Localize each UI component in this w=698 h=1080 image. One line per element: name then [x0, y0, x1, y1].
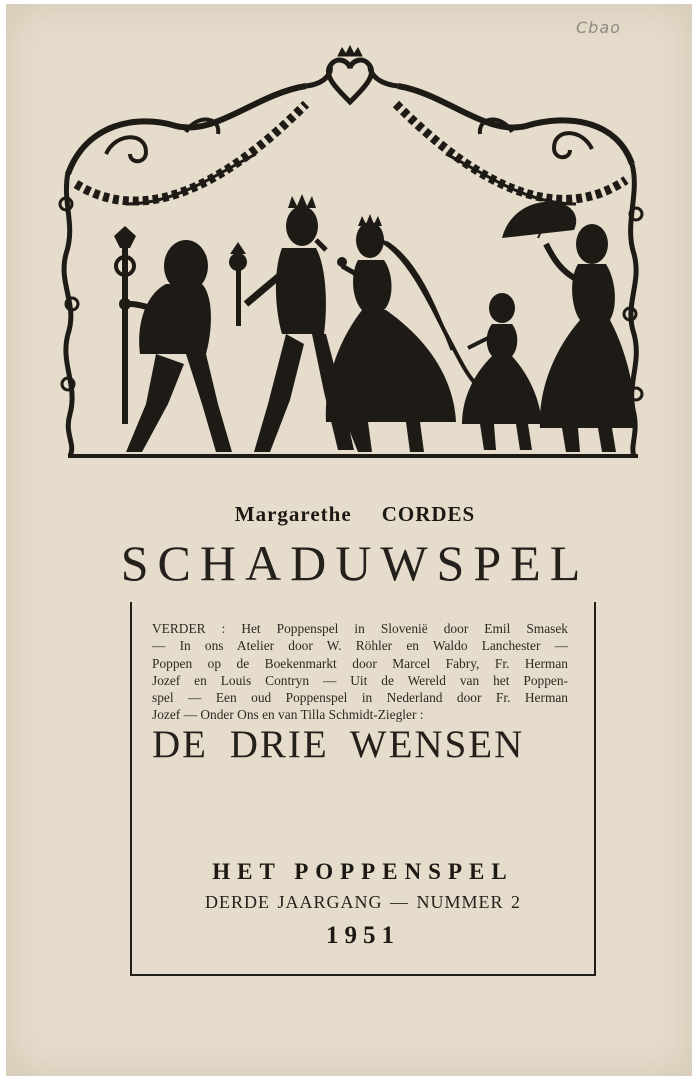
issue-info: DERDE JAARGANG — NUMMER 2: [204, 892, 521, 912]
contents-line: — In ons Atelier door W. Röhler en Waldo Lanchester —: [152, 638, 568, 654]
journal-name: HET POPPENSPEL: [212, 859, 514, 884]
contents-line: Jozef en Louis Contryn — Uit de Wereld van het Poppen-: [152, 672, 568, 688]
contents-line: Jozef — Onder Ons en van Tilla Schmidt-Ziegler :: [152, 707, 424, 723]
pencil-note: Cbao: [576, 18, 621, 37]
publication-year: 1951: [326, 922, 400, 949]
author-first-name: Margarethe: [234, 502, 352, 526]
contents-line: VERDER : Het Poppenspel in Slovenië door Emil Smasek: [152, 621, 568, 636]
shadow-puppet-procession-icon: [6, 4, 692, 474]
cover-page: [6, 4, 692, 1076]
author-last-name: CORDES: [381, 502, 476, 526]
cover-title: SCHADUWSPEL: [120, 535, 590, 591]
author-name: [6, 502, 698, 527]
contents-list: [152, 620, 568, 724]
contents-line: spel — Een oud Poppenspel in Nederland door Fr. Herman: [152, 690, 568, 706]
contents-line: Poppen op de Boekenmarkt door Marcel Fabry, Fr. Herman: [152, 655, 568, 671]
feature-title: DE DRIE WENSEN: [152, 723, 525, 766]
